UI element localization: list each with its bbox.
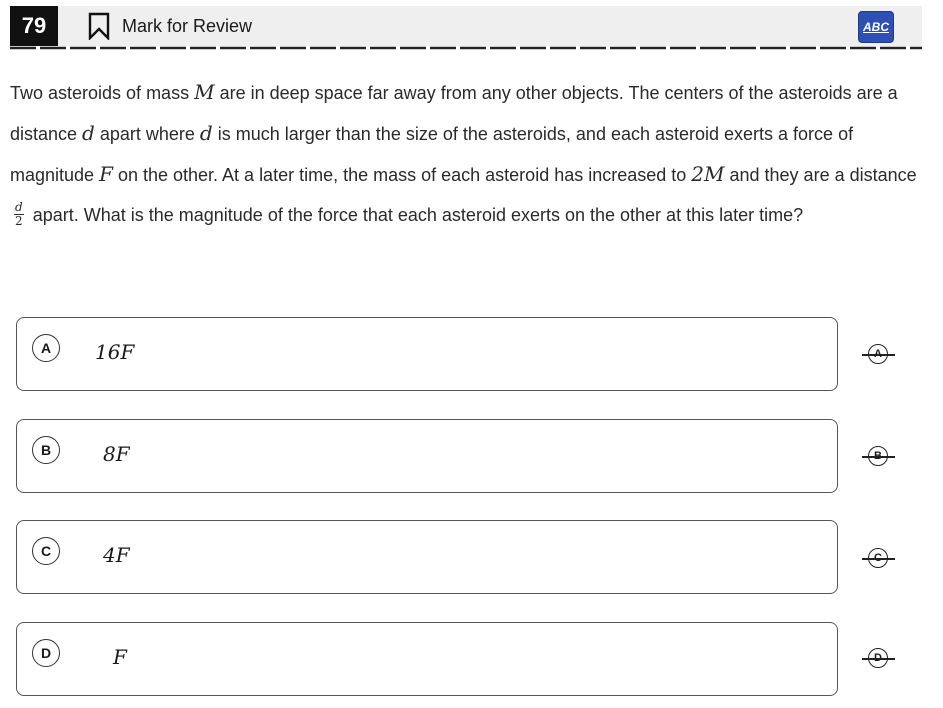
question-segment: are in deep space far away from any other objects. The centers of the asteroids are a distance [10,83,898,144]
bookmark-icon [88,12,110,40]
mark-for-review-label: Mark for Review [122,15,253,36]
strike-line [862,456,895,458]
choice-answer: F [113,645,127,669]
choice-letter: A [32,334,60,362]
fraction-denominator: 2 [15,213,23,228]
question-segment: apart. What is the magnitude of the force that each asteroid exerts on the other at this later time? [27,205,804,225]
math-var-d: d [82,121,95,145]
answer-eliminator-toggle[interactable] [858,11,894,43]
choice-letter: D [32,639,60,667]
question-segment: and they are a distance [724,165,917,185]
choice-b[interactable] [16,419,838,493]
question-segment: is much larger than the size of the asteroids, and each asteroid exerts a force of magnitude [10,124,854,185]
header-divider [10,46,922,50]
question-text [10,72,922,235]
strike-choice-d-button[interactable] [862,647,896,671]
question-segment: on the other. At a later time, the mass of each asteroid has increased to [112,165,692,185]
choice-d[interactable] [16,622,838,696]
fraction-numerator: d [15,199,23,214]
question-segment: apart where [94,124,200,144]
math-var-F: F [99,162,113,186]
mark-for-review-button[interactable] [88,12,252,40]
strike-line [862,558,895,560]
fraction-d-over-2 [14,201,24,228]
strike-choice-b-button[interactable] [862,445,896,469]
choice-answer: 4F [103,543,130,567]
choice-a[interactable] [16,317,838,391]
question-header [10,6,922,46]
choice-c[interactable] [16,520,838,594]
choice-letter: C [32,537,60,565]
abc-strike-icon: ABC [863,20,889,34]
math-var-2M: 2M [691,162,725,186]
strike-choice-c-button[interactable] [862,547,896,571]
strike-line [862,354,895,356]
math-var-d: d [199,121,213,145]
strike-line [862,658,895,660]
choice-letter: B [32,436,60,464]
question-number: 79 [10,6,58,46]
question-segment: Two asteroids of mass [10,83,195,103]
strike-choice-a-button[interactable] [862,343,896,367]
math-var-M: M [194,80,215,104]
choice-answer: 16F [95,340,135,364]
choice-answer: 8F [103,442,130,466]
